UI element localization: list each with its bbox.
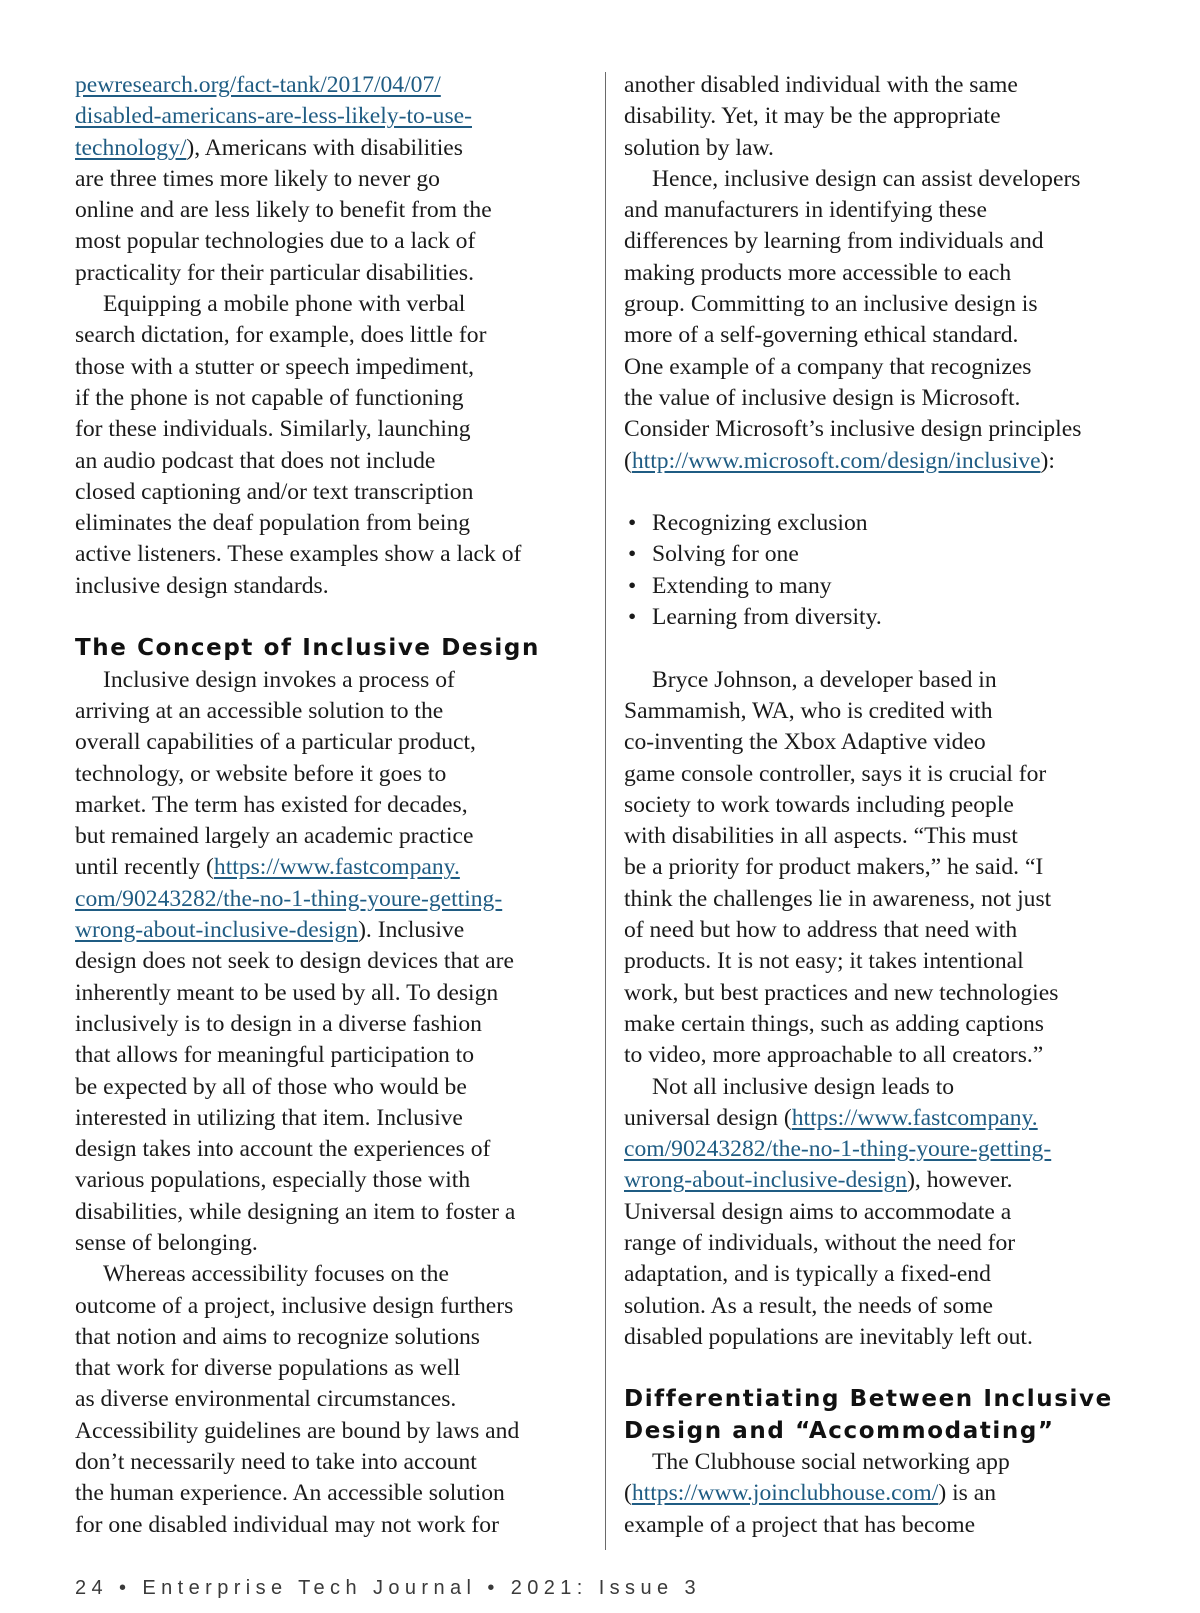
paragraph <box>75 1259 595 1541</box>
text-line: society to work towards including people <box>624 791 1014 818</box>
text-line: make certain things, such as adding captions <box>624 1010 1044 1037</box>
text-line: One example of a company that recognizes <box>624 353 1032 380</box>
text-line: closed captioning and/or text transcription <box>75 478 474 505</box>
text-line: are three times more likely to never go <box>75 165 440 192</box>
text-line: if the phone is not capable of functioning <box>75 384 464 411</box>
text-line: disabled populations are inevitably left out. <box>624 1323 1033 1350</box>
pewresearch-link[interactable]: disabled-americans-are-less-likely-to-use- <box>75 103 472 130</box>
text-line: that allows for meaningful participation to <box>75 1042 475 1069</box>
text: ). Inclusive <box>358 917 465 944</box>
text-line: example of a project that has become <box>624 1511 976 1538</box>
text-line: the human experience. An accessible solution <box>75 1480 505 1507</box>
left-column <box>75 70 595 1541</box>
text-line: differences by learning from individuals and <box>624 228 1044 255</box>
text-line: sense of belonging. <box>75 1229 258 1256</box>
text-line: but remained largely an academic practice <box>75 823 474 850</box>
text-line: an audio podcast that does not include <box>75 447 436 474</box>
text-line: solution. As a result, the needs of some <box>624 1292 993 1319</box>
text-line: Consider Microsoft’s inclusive design principles <box>624 416 1082 443</box>
publication-name: Enterprise Tech Journal <box>142 1577 477 1599</box>
text-line: market. The term has existed for decades, <box>75 791 468 818</box>
text: ), however. <box>907 1167 1013 1194</box>
text-line: overall capabilities of a particular product, <box>75 729 476 756</box>
text-line: active listeners. These examples show a lack of <box>75 541 522 568</box>
text-line: technology, or website before it goes to <box>75 760 447 787</box>
text-line: Universal design aims to accommodate a <box>624 1198 1012 1225</box>
fastcompany-link[interactable]: wrong-about-inclusive-design <box>75 917 359 944</box>
text-line: arriving at an accessible solution to the <box>75 697 444 724</box>
text-line: that work for diverse populations as well <box>75 1355 461 1382</box>
paragraph <box>624 1447 1144 1541</box>
section-heading: The Concept of Inclusive Design <box>75 635 540 662</box>
text-line: making products more accessible to each <box>624 259 1012 286</box>
text-line: Bryce Johnson, a developer based in <box>652 666 997 693</box>
paragraph <box>624 665 1144 1072</box>
text: ( <box>624 1480 632 1507</box>
pewresearch-link[interactable]: pewresearch.org/fact-tank/2017/04/07/ <box>75 72 441 98</box>
text-line: for these individuals. Similarly, launching <box>75 416 471 443</box>
issue-label: 2021: Issue 3 <box>510 1577 701 1599</box>
text-line: another disabled individual with the same <box>624 72 1018 98</box>
list-item: • Recognizing exclusion <box>624 508 1144 539</box>
clubhouse-link[interactable]: https://www.joinclubhouse.com/ <box>631 1480 939 1507</box>
text-line: Not all inclusive design leads to <box>652 1073 955 1100</box>
list-item: • Solving for one <box>624 539 1144 570</box>
text-line: with disabilities in all aspects. “This must <box>624 823 1018 850</box>
text-line: Sammamish, WA, who is credited with <box>624 697 993 724</box>
text-line: think the challenges lie in awareness, not just <box>624 885 1052 912</box>
text-line: for one disabled individual may not work for <box>75 1511 499 1538</box>
bullet-icon: • <box>628 510 637 537</box>
page-footer <box>75 1577 701 1600</box>
text-line: those with a stutter or speech impediment, <box>75 353 475 380</box>
column-divider <box>605 72 606 1550</box>
fastcompany-link[interactable]: https://www.fastcompany. <box>213 854 460 881</box>
text-line: various populations, especially those with <box>75 1167 471 1194</box>
bullet-icon: • <box>628 572 637 599</box>
text-line: as diverse environmental circumstances. <box>75 1386 457 1413</box>
text-line: Equipping a mobile phone with verbal <box>103 291 466 318</box>
paragraph <box>75 665 595 1260</box>
section-heading: Design and “Accommodating” <box>624 1417 1055 1444</box>
section-heading: Differentiating Between Inclusive <box>624 1386 1113 1413</box>
text-line: inherently meant to be used by all. To design <box>75 979 499 1006</box>
text: until recently ( <box>75 854 214 881</box>
principles-list <box>624 508 1144 633</box>
paragraph <box>75 289 595 602</box>
right-column <box>624 70 1144 1541</box>
text-line: interested in utilizing that item. Inclusive <box>75 1104 463 1131</box>
text-line: disabilities, while designing an item to foster a <box>75 1198 516 1225</box>
bullet-icon: • <box>628 604 637 631</box>
text-line: work, but best practices and new technologies <box>624 979 1059 1006</box>
text: ), Americans with disabilities <box>186 134 463 161</box>
text-line: solution by law. <box>624 134 774 161</box>
text: ): <box>1040 447 1055 474</box>
paragraph <box>624 1072 1144 1354</box>
text-line: design takes into account the experiences of <box>75 1136 491 1163</box>
text-line: of need but how to address that need with <box>624 917 1018 944</box>
fastcompany-link[interactable]: wrong-about-inclusive-design <box>624 1167 908 1194</box>
text-line: be a priority for product makers,” he said. “I <box>624 854 1044 881</box>
text-line: be expected by all of those who would be <box>75 1073 467 1100</box>
text: universal design ( <box>624 1104 792 1131</box>
text: ) is an <box>938 1480 997 1507</box>
text-line: Accessibility guidelines are bound by laws and <box>75 1417 520 1444</box>
fastcompany-link[interactable]: com/90243282/the-no-1-thing-youre-getting- <box>75 885 503 912</box>
text-line: Inclusive design invokes a process of <box>103 666 455 693</box>
text-line: inclusive design standards. <box>75 572 329 599</box>
bullet-icon: • <box>628 541 637 568</box>
paragraph <box>624 70 1144 164</box>
text-line: group. Committing to an inclusive design is <box>624 291 1038 318</box>
text-line: game console controller, says it is crucial for <box>624 760 1047 787</box>
text-line: that notion and aims to recognize solutions <box>75 1323 480 1350</box>
text-line: range of individuals, without the need for <box>624 1229 1016 1256</box>
text-line: the value of inclusive design is Microsoft. <box>624 384 1021 411</box>
text-line: design does not seek to design devices that are <box>75 948 514 975</box>
text-line: and manufacturers in identifying these <box>624 197 987 224</box>
text-line: Hence, inclusive design can assist developers <box>652 165 1081 192</box>
text-line: Whereas accessibility focuses on the <box>103 1261 449 1288</box>
text-line: more of a self-governing ethical standard. <box>624 322 1019 349</box>
text: ( <box>624 447 632 474</box>
text-line: co-inventing the Xbox Adaptive video <box>624 729 986 756</box>
list-item: • Extending to many <box>624 571 1144 602</box>
text-line: adaptation, and is typically a fixed-end <box>624 1261 991 1288</box>
separator: • <box>119 1577 132 1599</box>
pewresearch-link[interactable]: technology/ <box>75 134 187 161</box>
page-number: 24 <box>75 1577 109 1599</box>
text-line: don’t necessarily need to take into account <box>75 1449 477 1476</box>
fastcompany-link[interactable]: https://www.fastcompany. <box>791 1104 1038 1131</box>
text-line: most popular technologies due to a lack of <box>75 228 476 255</box>
paragraph <box>624 164 1144 477</box>
text-line: online and are less likely to benefit from the <box>75 197 492 224</box>
microsoft-link[interactable]: http://www.microsoft.com/design/inclusive <box>631 447 1041 474</box>
text-line: products. It is not easy; it takes intentional <box>624 948 1024 975</box>
text-line: eliminates the deaf population from being <box>75 510 471 537</box>
text-line: outcome of a project, inclusive design furthers <box>75 1292 514 1319</box>
text-line: inclusively is to design in a diverse fashion <box>75 1010 482 1037</box>
text-line: practicality for their particular disabilities. <box>75 259 474 286</box>
paragraph <box>75 70 595 289</box>
text-line: The Clubhouse social networking app <box>652 1449 1010 1476</box>
text-line: disability. Yet, it may be the appropriate <box>624 103 1001 130</box>
separator: • <box>487 1577 500 1599</box>
text-line: to video, more approachable to all creators.” <box>624 1042 1044 1069</box>
list-item: • Learning from diversity. <box>624 602 1144 633</box>
fastcompany-link[interactable]: com/90243282/the-no-1-thing-youre-getting- <box>624 1136 1052 1163</box>
text-line: search dictation, for example, does little for <box>75 322 487 349</box>
